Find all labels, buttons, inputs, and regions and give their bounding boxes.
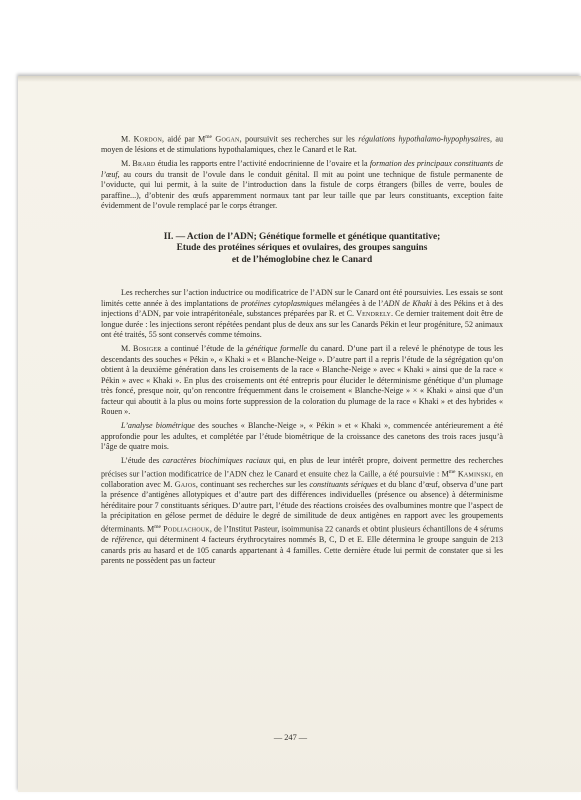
text-run: a continué l’étude de la [161,344,246,354]
author-name: Bosiger [133,344,162,354]
superscript: me [448,468,456,475]
author-name: Kordon [133,134,163,144]
text-run: , qui déterminent 4 facteurs érythrocytaires nommés B, C, D et E. Elle détermina le groupe sanguin de 213 canards pris au hasard et de 105 canards appartenant à 4 familles. Cette dernière étude lui permit de constater que si les parents ne possèdent pas un facteur [101,535,504,566]
paragraph [101,288,503,341]
section-heading-line-2: Etude des protéines sériques et ovulaires, des groupes sanguins [176,243,428,254]
section-paragraphs [101,288,503,566]
italic-run: génétique formelle [245,344,308,354]
paragraph [101,159,503,212]
text-run: M. [121,159,133,169]
text-run: M. [121,134,134,144]
text-run: , au moyen de lésions et de stimulations hypothalamiques, chez le Canard et le Rat. [101,134,504,155]
italic-run: régulations hypothalamo-hypophysaires [358,134,490,144]
section-heading-line-3: et de l’hémoglobine chez le Canard [231,254,373,265]
section-heading [101,232,503,267]
superscript: me [154,523,161,530]
text-run: et du blanc d’œuf, observa d’une part la présence d’antigènes allotypiques et d’autre part des différences individuelles (présence ou absence) à déterminisme héréditaire pour 7 constituants sériques. D’autre part, l’étude des réactions croisées des ovalbumines montre que l’aspect de la précipitation en gélose permet de déduire le degré de similitude de deux antigènes en rapport avec les groupements déterminants. M [101,479,503,534]
text-run: qui, en plus de leur intérêt propre, doivent permettre des recherches précises sur l’action modificatrice de l’ADN chez le Canard et ensuite chez la Caille, a été poursuivie : M [101,456,504,479]
italic-run: L’analyse biométrique [121,421,195,431]
text-run: étudia les rapports entre l’activité endocrinienne de l’ovaire et la [155,159,370,169]
paragraph [101,421,503,453]
text-run: des souches « Blanche-Neige », « Pékin » et « Khaki », commencée antérieurement a été approfondie pour les adultes, et complétée par l’étude biométrique de la croissance des canetons des trois races jusqu’à l’âge de quatre mois. [101,421,504,452]
text-run: , de l’Institut Pasteur, isoimmunisa 22 canards et obtint plusieurs échantillons de 4 sérums de [101,524,503,545]
paragraph [101,344,503,418]
text-run: M. [121,344,134,354]
page-edge-shadow [18,76,581,82]
section-heading-line-1: II. — Action de l’ADN; Génétique formelle et génétique quantitative; [163,231,441,242]
text-run: à des Pékins et à des injections d’ADN, par voie intrapéritonéale, substances préparées par R. et C. [101,298,503,319]
italic-run: protéines cytoplasmiques [240,298,324,308]
text-run: du canard. D’une part il a relevé le phénotype de tous les descendants des souches « Pékin », « Khaki » et « Blanche-Neige ». D’autre part il a repris l’étude de la ségrégation qu’on obtient à la deuxième génération dans les croisements de la race « Blanche-Neige » avec « Khaki » ainsi que de la race « Pékin » avec « Khaki ». En plus des croisements ont été entrepris pour élucider le déterminisme génétique d’un plumage très foncé, presque noir, qu’on rencontre fréquemment dans le croisement « Blanche-Neige » × « Khaki » ainsi que d’un facteur qui aboutit à la plus ou moins forte suppression de la coloration du plumage de la race « Khaki » et des hybrides « Rouen ». [101,344,503,417]
author-name: Vendrely [356,309,391,319]
text-run: , en collaboration avec M. [101,469,504,489]
page-number: — 247 — [273,733,308,742]
text-run: , au cours du transit de l’ovule dans le conduit génital. Il mit au point une technique de fistule permanente de l’oviducte, qui lui permit, à la suite de l’introduction dans la fistule de corps étrangers (billes de verre, boules de paraffine...), d’obtenir des œufs apparemment normaux tant par leur taille que par leurs constituants, exception faite évidemment de l’ovule remplacé par le corps étranger. [101,169,503,211]
italic-run: constituants sériques [309,479,378,489]
text-run: , continuant ses recherches sur les [195,479,310,489]
text-run: . Ce dernier traitement doit être de longue durée : les injections seront répétées pendant plus de deux ans sur les Canards Pékin et leur progéniture, 52 animaux ont été traités, 55 sont conservés comme témoins. [101,309,503,340]
superscript: me [205,134,212,140]
italic-run: formation des principaux constituants de l’œuf [101,159,504,179]
author-name: Gogan [215,134,240,144]
text-run: mélangées à de l’ [323,298,384,308]
italic-run: caractères biochimiques raciaux [162,456,271,466]
page-body [101,132,503,570]
italic-run: référence [111,535,142,545]
intro-paragraphs [101,132,503,212]
paragraph [101,132,503,156]
author-name: Brard [132,159,156,169]
author-name: Kaminski [457,469,491,479]
paragraph [101,456,503,566]
italic-run: ADN de Khaki [383,298,432,308]
text-run: L’étude des [121,456,163,466]
text-run: , poursuivit ses recherches sur les [239,134,359,144]
author-name: Gajos [174,479,196,489]
author-name: Podliachouk [163,524,210,534]
text-run: Les recherches sur l’action inductrice ou modificatrice de l’ADN sur le Canard ont été poursuivies. Les essais se sont limités cette année à des implantations de [101,288,503,308]
text-run: , aidé par M [162,134,206,144]
